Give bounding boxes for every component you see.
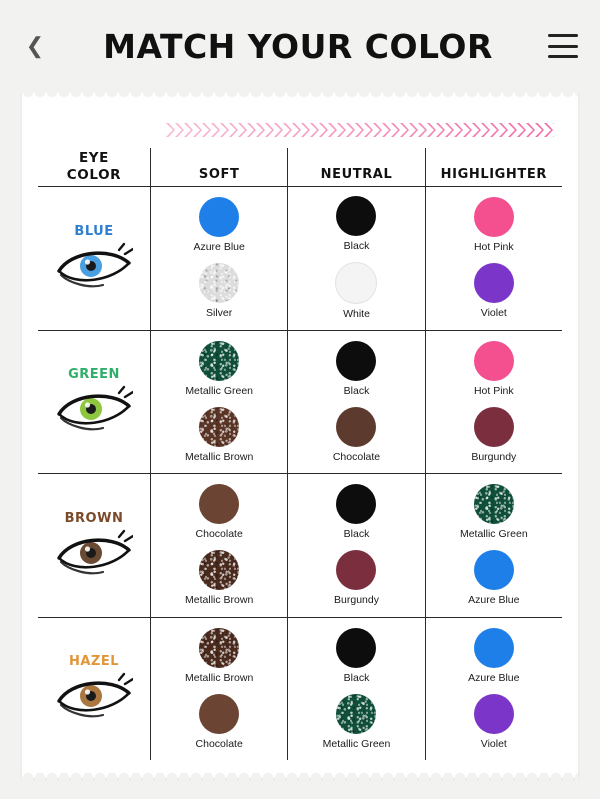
cell-green-neutral bbox=[287, 330, 424, 474]
color-swatch[interactable] bbox=[474, 407, 514, 447]
color-swatch[interactable] bbox=[336, 628, 376, 668]
color-swatch[interactable] bbox=[474, 550, 514, 590]
chevron-arrow-icon bbox=[211, 123, 220, 137]
chevron-arrow-icon bbox=[544, 123, 553, 137]
color-option[interactable] bbox=[185, 407, 253, 463]
color-option[interactable] bbox=[193, 197, 244, 253]
row-eye-hazel bbox=[38, 617, 150, 761]
color-option[interactable] bbox=[468, 628, 519, 684]
color-option[interactable] bbox=[474, 197, 514, 253]
color-swatch[interactable] bbox=[199, 263, 239, 303]
chevron-arrow-icon bbox=[184, 123, 193, 137]
cell-hazel-neutral bbox=[287, 617, 424, 761]
column-header-highlighter bbox=[425, 148, 562, 186]
eye-illustration-blue bbox=[55, 241, 133, 293]
chevron-arrow-icon bbox=[202, 123, 211, 137]
eye-color-label: HAZEL bbox=[68, 654, 120, 670]
chevron-arrow-icon bbox=[454, 123, 463, 137]
color-swatch-label: Azure Blue bbox=[468, 594, 520, 607]
cell-blue-highlighter bbox=[425, 186, 562, 330]
color-option[interactable] bbox=[185, 550, 253, 606]
chevron-arrow-icon bbox=[508, 123, 517, 137]
chevron-arrow-icon bbox=[481, 123, 490, 137]
cell-brown-neutral bbox=[287, 473, 424, 617]
row-eye-blue bbox=[38, 186, 150, 330]
color-option[interactable] bbox=[336, 628, 376, 684]
color-swatch-label: Black bbox=[343, 384, 370, 397]
color-swatch[interactable] bbox=[474, 197, 514, 237]
color-option[interactable] bbox=[460, 484, 528, 540]
chevron-arrow-icon bbox=[355, 123, 364, 137]
chevron-arrow-icon bbox=[382, 123, 391, 137]
color-swatch-label: Chocolate bbox=[332, 450, 381, 463]
color-swatch-label: Violet bbox=[480, 737, 507, 750]
table-grid bbox=[38, 148, 562, 760]
chevron-arrow-icon bbox=[427, 123, 436, 137]
color-swatch[interactable] bbox=[336, 484, 376, 524]
eye-illustration-green bbox=[55, 384, 133, 436]
chevron-arrow-icon bbox=[220, 123, 229, 137]
color-swatch-label: Azure Blue bbox=[468, 671, 520, 684]
column-header-soft-label: SOFT bbox=[198, 167, 240, 182]
color-option[interactable] bbox=[199, 263, 239, 319]
chevron-arrow-icon bbox=[256, 123, 265, 137]
color-swatch-label: Azure Blue bbox=[193, 241, 245, 254]
color-swatch[interactable] bbox=[474, 628, 514, 668]
column-header-eye-color-label: EYE COLOR bbox=[66, 150, 122, 183]
chevron-arrow-icon bbox=[526, 123, 535, 137]
chevron-arrow-icon bbox=[274, 123, 283, 137]
column-header-eye-color bbox=[38, 148, 150, 186]
hamburger-menu-icon[interactable] bbox=[548, 34, 578, 58]
color-swatch-label: White bbox=[343, 308, 370, 321]
chevron-arrow-icon bbox=[400, 123, 409, 137]
eye-color-label: GREEN bbox=[68, 367, 120, 383]
color-option[interactable] bbox=[335, 262, 377, 320]
chevron-arrow-icon bbox=[238, 123, 247, 137]
cell-brown-highlighter bbox=[425, 473, 562, 617]
column-header-highlighter-label: HIGHLIGHTER bbox=[440, 167, 547, 182]
chevron-arrow-icon bbox=[418, 123, 427, 137]
color-swatch-label: Metallic Brown bbox=[185, 450, 254, 463]
color-swatch[interactable] bbox=[336, 341, 376, 381]
eye-illustration-hazel bbox=[55, 671, 133, 723]
row-eye-green bbox=[38, 330, 150, 474]
color-option[interactable] bbox=[474, 694, 514, 750]
chevron-arrow-icon bbox=[337, 123, 346, 137]
color-swatch-label: Chocolate bbox=[195, 737, 243, 750]
chevron-arrow-icon bbox=[445, 123, 454, 137]
color-swatch-label: Metallic Green bbox=[185, 384, 254, 397]
chevron-arrow-icon bbox=[229, 123, 238, 137]
chevron-arrow-icon bbox=[517, 123, 526, 137]
color-option[interactable] bbox=[474, 341, 514, 397]
chevron-arrow-icon bbox=[193, 123, 202, 137]
chevron-left-icon[interactable]: ❮ bbox=[25, 33, 45, 58]
color-swatch[interactable] bbox=[336, 407, 376, 447]
chevron-arrow-icon bbox=[373, 123, 382, 137]
color-swatch[interactable] bbox=[199, 484, 239, 524]
chevron-arrow-icon bbox=[490, 123, 499, 137]
color-option[interactable] bbox=[333, 407, 380, 463]
cell-blue-neutral bbox=[287, 186, 424, 330]
color-swatch-label: Metallic Green bbox=[459, 528, 528, 541]
cell-hazel-highlighter bbox=[425, 617, 562, 761]
color-option[interactable] bbox=[196, 484, 243, 540]
color-swatch[interactable] bbox=[199, 197, 239, 237]
color-swatch[interactable] bbox=[199, 407, 239, 447]
chevron-arrow-icon bbox=[319, 123, 328, 137]
chevron-arrow-icon bbox=[436, 123, 445, 137]
color-swatch-label: Chocolate bbox=[195, 528, 243, 541]
chevron-arrow-icon bbox=[391, 123, 400, 137]
color-swatch-label: Violet bbox=[480, 307, 507, 320]
color-swatch-label: Silver bbox=[206, 307, 233, 320]
color-swatch-label: Black bbox=[343, 240, 370, 253]
chevron-arrow-icon bbox=[283, 123, 292, 137]
chevron-arrow-icon bbox=[265, 123, 274, 137]
color-swatch-label: Hot Pink bbox=[473, 384, 514, 397]
column-header-neutral-label: NEUTRAL bbox=[320, 167, 393, 182]
card-scallop-bottom bbox=[22, 772, 578, 784]
color-swatch-label: Black bbox=[343, 671, 370, 684]
column-header-soft bbox=[150, 148, 287, 186]
app-header bbox=[0, 0, 600, 92]
cell-green-soft bbox=[150, 330, 287, 474]
color-swatch-label: Metallic Brown bbox=[185, 671, 254, 684]
color-swatch[interactable] bbox=[335, 262, 377, 304]
card-scallop-top bbox=[22, 86, 578, 98]
color-swatch[interactable] bbox=[199, 628, 239, 668]
eye-color-label: BLUE bbox=[74, 223, 114, 239]
chevron-arrow-icon bbox=[472, 123, 481, 137]
chart-card bbox=[22, 92, 578, 778]
column-header-neutral bbox=[287, 148, 424, 186]
color-option[interactable] bbox=[334, 550, 379, 606]
color-swatch[interactable] bbox=[199, 694, 239, 734]
color-option[interactable] bbox=[323, 694, 391, 750]
color-swatch[interactable] bbox=[474, 263, 514, 303]
color-swatch-label: Metallic Green bbox=[322, 737, 391, 750]
color-swatch[interactable] bbox=[199, 341, 239, 381]
chevron-arrow-icon bbox=[328, 123, 337, 137]
color-swatch-label: Hot Pink bbox=[473, 241, 514, 254]
row-eye-brown bbox=[38, 473, 150, 617]
color-swatch[interactable] bbox=[336, 694, 376, 734]
color-option[interactable] bbox=[474, 263, 514, 319]
color-swatch-label: Metallic Brown bbox=[185, 594, 254, 607]
color-option[interactable] bbox=[185, 628, 253, 684]
chevron-arrow-icon bbox=[292, 123, 301, 137]
color-option[interactable] bbox=[196, 694, 243, 750]
match-color-table bbox=[38, 114, 562, 760]
color-swatch[interactable] bbox=[336, 550, 376, 590]
chevron-arrow-icon bbox=[166, 123, 175, 137]
color-option[interactable] bbox=[336, 484, 376, 540]
cell-brown-soft bbox=[150, 473, 287, 617]
color-swatch-label: Burgundy bbox=[471, 450, 517, 463]
chevron-arrow-icon bbox=[247, 123, 256, 137]
color-swatch[interactable] bbox=[336, 196, 376, 236]
chevron-arrow-icon bbox=[409, 123, 418, 137]
page-title: MATCH YOUR COLOR bbox=[103, 26, 493, 66]
cell-blue-soft bbox=[150, 186, 287, 330]
chevron-arrow-icon bbox=[535, 123, 544, 137]
color-option[interactable] bbox=[471, 407, 516, 463]
color-option[interactable] bbox=[336, 196, 376, 252]
eye-illustration-brown bbox=[55, 528, 133, 580]
chevron-arrow-icon bbox=[346, 123, 355, 137]
chevron-arrow-icon bbox=[463, 123, 472, 137]
color-option[interactable] bbox=[468, 550, 519, 606]
color-swatch[interactable] bbox=[474, 341, 514, 381]
chevron-arrow-strip bbox=[166, 122, 554, 138]
color-option[interactable] bbox=[336, 341, 376, 397]
cell-green-highlighter bbox=[425, 330, 562, 474]
eye-color-label: BROWN bbox=[64, 510, 124, 526]
chevron-arrow-icon bbox=[175, 123, 184, 137]
cell-hazel-soft bbox=[150, 617, 287, 761]
color-swatch[interactable] bbox=[474, 484, 514, 524]
chevron-arrow-icon bbox=[499, 123, 508, 137]
color-swatch-label: Burgundy bbox=[334, 594, 379, 607]
color-swatch[interactable] bbox=[474, 694, 514, 734]
color-swatch[interactable] bbox=[199, 550, 239, 590]
chevron-arrow-icon bbox=[553, 123, 554, 137]
color-option[interactable] bbox=[185, 341, 253, 397]
chevron-arrow-icon bbox=[364, 123, 373, 137]
chevron-arrow-icon bbox=[310, 123, 319, 137]
color-swatch-label: Black bbox=[343, 528, 370, 541]
chevron-arrow-icon bbox=[301, 123, 310, 137]
